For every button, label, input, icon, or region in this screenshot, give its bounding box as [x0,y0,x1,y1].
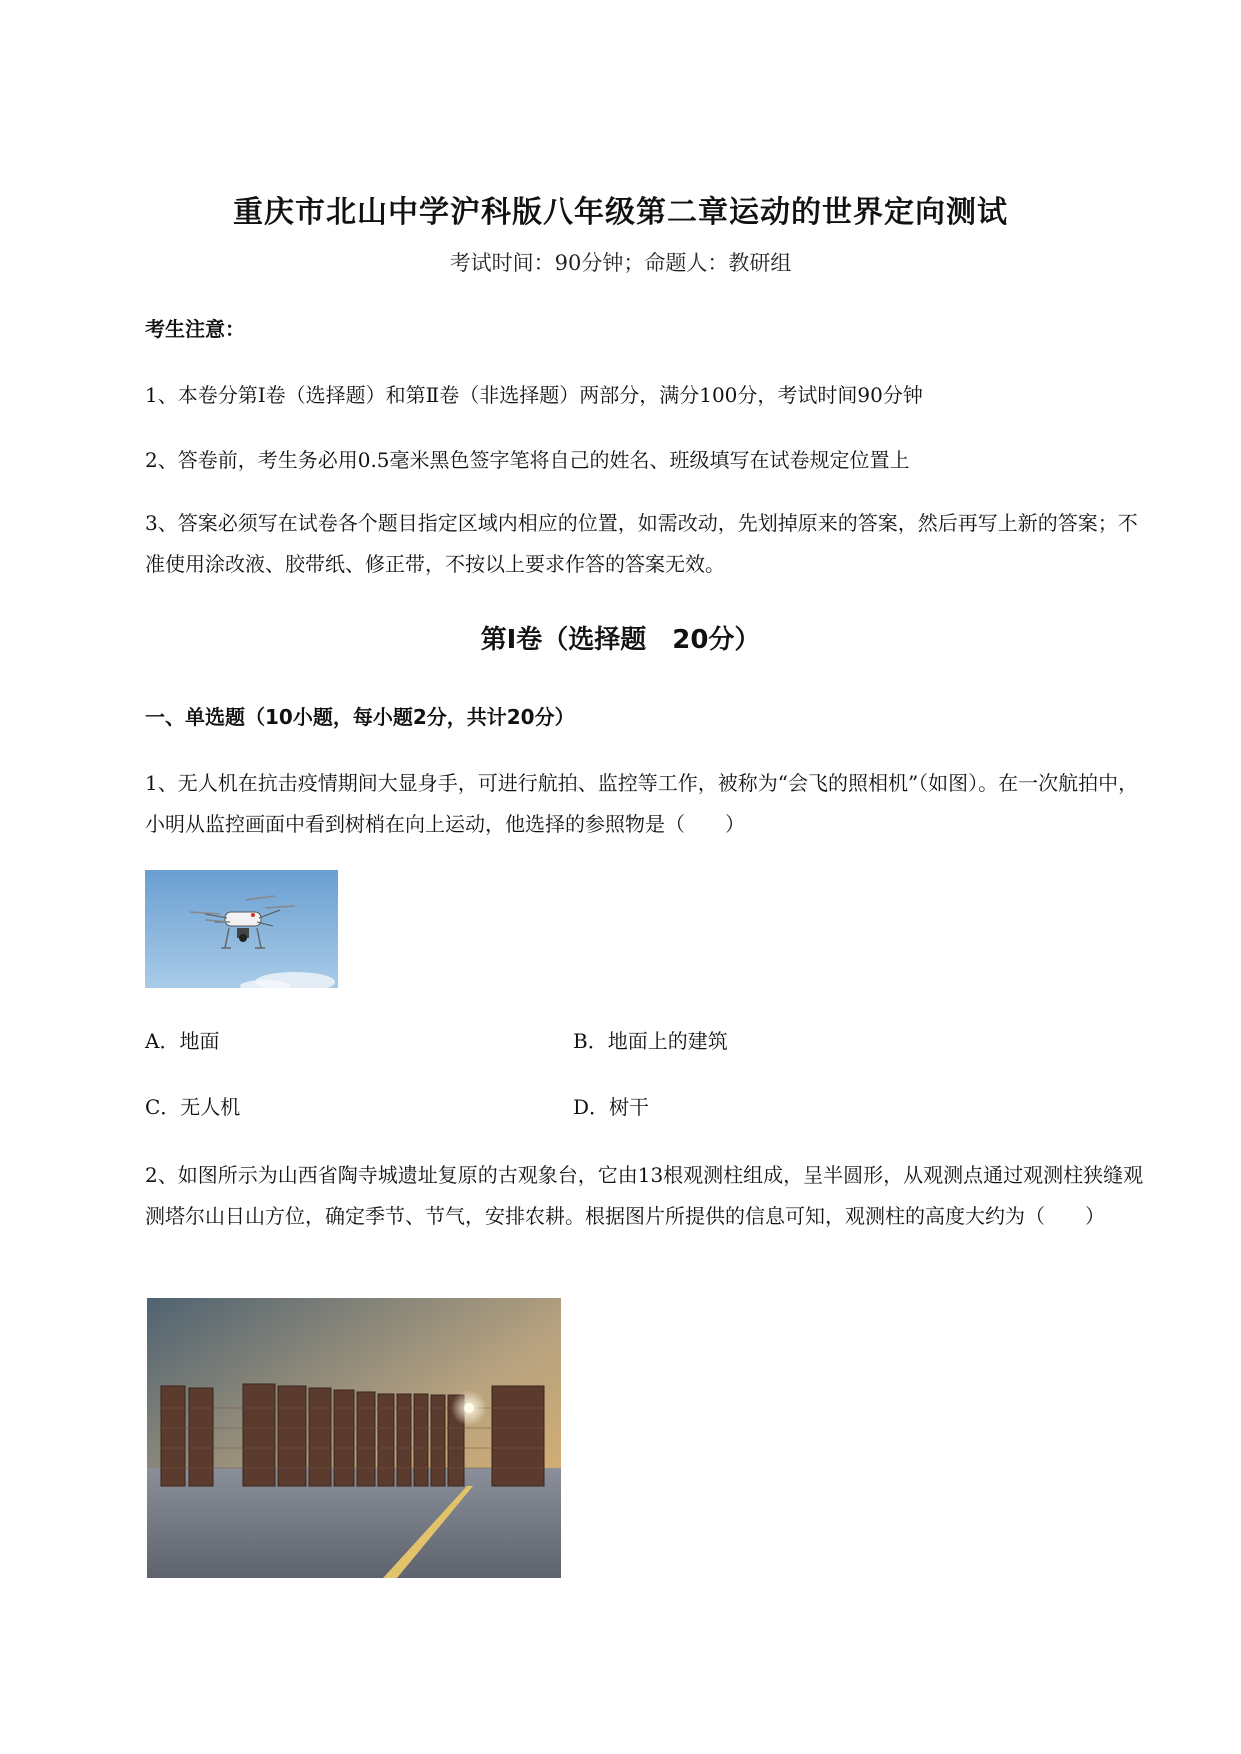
notice-item-3: 3、答案必须写在试卷各个题目指定区域内相应的位置，如需改动，先划掉原来的答案，然后再写上新的答案；不准使用涂改液、胶带纸、修正带，不按以上要求作答的答案无效。 [145,511,1138,576]
drone-photo [145,870,338,988]
exam-title: 重庆市北山中学沪科版八年级第二章运动的世界定向测试 [233,195,1008,230]
question-1-option-c[interactable]: C．无人机 [145,1095,241,1119]
notice-item-2: 2、答卷前，考生务必用0.5毫米黑色签字笔将自己的姓名、班级填写在试卷规定位置上 [145,448,910,472]
question-1-option-d[interactable]: D．树干 [573,1095,650,1119]
notice-item-1: 1、本卷分第Ⅰ卷（选择题）和第Ⅱ卷（非选择题）两部分，满分100分，考试时间90分钟 [145,383,923,407]
question-1-option-b[interactable]: B．地面上的建筑 [573,1029,728,1053]
section-title: 第Ⅰ卷（选择题 20分） [480,625,761,655]
question-1-option-a[interactable]: A．地面 [145,1029,220,1053]
question-group-title: 一、单选题（10小题，每小题2分，共计20分） [145,705,575,729]
question-2-text: 2、如图所示为山西省陶寺城遗址复原的古观象台，它由13根观测柱组成，呈半圆形，从观测点通过观测柱狭缝观测塔尔山日山方位，确定季节、节气，安排农耕。根据图片所提供的信息可知，观测柱的高度大约为（ ） [145,1163,1144,1228]
exam-subtitle: 考试时间：90分钟；命题人：教研组 [449,251,792,275]
notice-heading: 考生注意： [145,317,245,341]
observatory-photo [147,1298,561,1578]
question-1-text: 1、无人机在抗击疫情期间大显身手，可进行航拍、监控等工作，被称为“会飞的照相机”（如图）。在一次航拍中，小明从监控画面中看到树梢在向上运动，他选择的参照物是（ ） [145,771,1139,836]
